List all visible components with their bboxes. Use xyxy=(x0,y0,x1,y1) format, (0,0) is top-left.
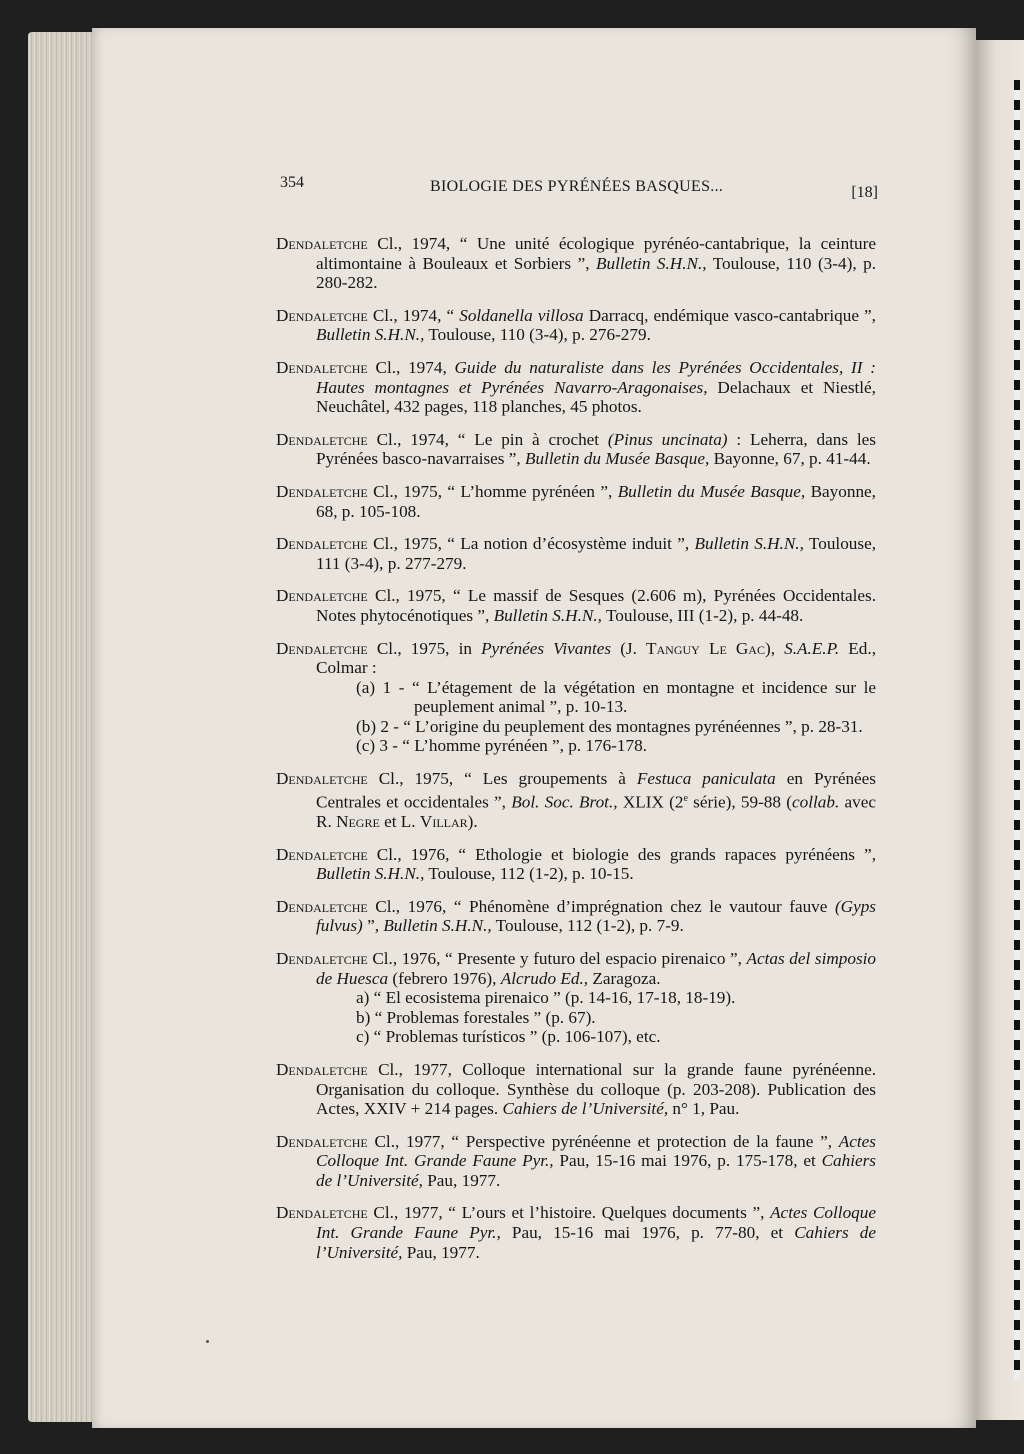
entry-text: Pau, 1977. xyxy=(422,1170,501,1190)
entry-text: en Pyrénées Centrales et occidentales ”, xyxy=(316,769,876,812)
entry-italic: Bulletin S.H.N., xyxy=(383,916,492,936)
author-name: Dendaletche xyxy=(276,481,368,501)
entry-text: n° 1, Pau. xyxy=(668,1099,740,1119)
entry-text: Cl., 1974, “ Une unité écologique pyrénéo-cantabrique, la ceinture altimontaine à Bouleaux et Sorbiers ”, xyxy=(316,234,876,273)
entry-text: Cl., 1974, xyxy=(367,357,455,377)
author-name: Dendaletche xyxy=(276,896,368,916)
author-name: Dendaletche xyxy=(276,769,368,789)
author-name: Dendaletche xyxy=(276,948,368,968)
entry-text: Toulouse, 111 (3-4), p. 277-279. xyxy=(316,534,876,573)
bibliography xyxy=(276,234,876,1275)
bib-entry xyxy=(276,482,876,521)
author-name: Dendaletche xyxy=(276,638,368,658)
entry-text: Pau, 1977. xyxy=(402,1242,480,1262)
entry-italic: Actes Colloque Int. Grande Faune Pyr., xyxy=(316,1203,876,1243)
entry-italic: Soldanella villosa xyxy=(459,305,584,325)
entry-text: Cl., 1976, “ Presente y futuro del espacio pirenaico ”, xyxy=(367,948,747,968)
entry-italic: Bulletin S.H.N., xyxy=(493,605,602,625)
color-scale-strip xyxy=(1014,80,1020,1380)
sub-entry: (b) 2 - “ L’origine du peuplement des montagnes pyrénéennes ”, p. 28-31. xyxy=(356,716,863,736)
entry-text: Ed., Colmar : xyxy=(316,638,876,678)
entry-text: : Leherra, dans les Pyrénées basco-navarraises ”, xyxy=(316,429,876,469)
sub-entry: b) “ Problemas forestales ” (p. 67). xyxy=(356,1007,596,1027)
bib-entry xyxy=(276,845,876,884)
entry-text: Bayonne, 67, p. 41-44. xyxy=(709,449,871,469)
bib-entry xyxy=(276,234,876,293)
sub-entry: c) “ Problemas turísticos ” (p. 106-107), etc. xyxy=(356,1027,661,1047)
entry-italic: Bulletin du Musée Basque, xyxy=(617,481,806,501)
entry-text: Toulouse, 110 (3-4), p. 280-282. xyxy=(316,253,876,293)
entry-italic: Guide du naturaliste dans les Pyrénées Occidentales, II : Hautes montagnes et Pyrénées Navarro-Aragonaises, xyxy=(316,357,876,397)
entry-italic: Bol. Soc. Brot., xyxy=(511,792,618,812)
page-number: 354 xyxy=(280,174,304,191)
bib-entry xyxy=(276,430,876,469)
sub-entry: (c) 3 - “ L’homme pyrénéen ”, p. 176-178. xyxy=(356,736,647,756)
author-name: Dendaletche xyxy=(276,1203,368,1223)
author-name: Dendaletche xyxy=(276,1059,368,1079)
entry-italic: Alcrudo Ed., xyxy=(500,968,589,988)
entry-text: Toulouse, 112 (1-2), p. 10-15. xyxy=(424,864,634,884)
author-name: Dendaletche xyxy=(276,429,368,449)
paper-speck xyxy=(206,1340,209,1343)
author-name: Dendaletche xyxy=(276,1131,368,1151)
entry-italic: (Pinus uncinata) xyxy=(607,429,728,449)
entry-text: Cl., 1975, in xyxy=(367,638,482,658)
entry-text: Darracq, endémique vasco-cantabrique ”, xyxy=(583,305,876,325)
author-name: Dendaletche xyxy=(276,357,368,377)
entry-text: Toulouse, 112 (1-2), p. 7-9. xyxy=(491,916,684,936)
entry-text: Cl., 1976, “ Ethologie et biologie des grands rapaces pyrénéens ”, xyxy=(367,844,876,864)
entry-text: Pau, 15-16 mai 1976, p. 175-178, et xyxy=(553,1151,822,1171)
entry-italic: Bulletin S.H.N., xyxy=(596,253,707,273)
author-name: Dendaletche xyxy=(276,844,368,864)
entry-text: Toulouse, 110 (3-4), p. 276-279. xyxy=(424,325,651,345)
bib-entry xyxy=(276,1132,876,1191)
bib-entry xyxy=(276,769,876,832)
bib-entry xyxy=(276,534,876,573)
superscript: e xyxy=(683,792,688,804)
entry-text: (febrero 1976), xyxy=(388,968,501,988)
entry-text: Cl., 1975, “ La notion d’écosystème induit ”, xyxy=(367,534,695,554)
editor-name: Tanguy Le Gac xyxy=(646,638,765,658)
bib-entry xyxy=(276,639,876,757)
author-name: Dendaletche xyxy=(276,586,368,606)
entry-text: avec R. xyxy=(316,792,876,831)
entry-text: Delachaux et Niestlé, Neuchâtel, 432 pages, 118 planches, 45 photos. xyxy=(316,377,876,417)
entry-italic: Cahiers de l’Université, xyxy=(316,1223,877,1262)
sub-entry: a) “ El ecosistema pirenaico ” (p. 14-16, 17-18, 18-19). xyxy=(356,988,736,1008)
entry-text: Cl., 1975, “ Les groupements à xyxy=(367,769,637,789)
entry-italic: Cahiers de l’Université, xyxy=(502,1099,669,1119)
entry-text: Cl., 1975, “ L’homme pyrénéen ”, xyxy=(367,481,618,501)
bib-entry xyxy=(276,586,876,625)
entry-text: Pau, 15-16 mai 1976, p. 77-80, et xyxy=(500,1223,795,1243)
entry-text: ”, xyxy=(362,916,384,936)
author-name: Dendaletche xyxy=(276,305,368,325)
author-name: Dendaletche xyxy=(276,534,368,554)
entry-text: Cl., 1974, “ Le pin à crochet xyxy=(367,429,608,449)
entry-text: ). xyxy=(467,811,478,831)
page-header xyxy=(276,172,882,202)
bib-entry xyxy=(276,1060,876,1119)
section-number: [18] xyxy=(851,184,878,201)
entry-italic: Actes Colloque Int. Grande Faune Pyr., xyxy=(316,1131,876,1171)
bib-entry xyxy=(276,306,876,345)
entry-text: Cl., 1976, “ Phénomène d’imprégnation chez le vautour fauve xyxy=(367,896,835,916)
coauthor-name: Villar xyxy=(419,811,468,831)
bib-entry xyxy=(276,1203,876,1262)
entry-italic: collab. xyxy=(791,792,840,812)
entry-italic: Bulletin du Musée Basque, xyxy=(525,449,710,469)
running-title: BIOLOGIE DES PYRÉNÉES BASQUES... xyxy=(430,178,724,195)
entry-text: Cl., 1977, “ L’ours et l’histoire. Quelques documents ”, xyxy=(367,1203,771,1223)
entry-text: Cl., 1975, “ Le massif de Sesques (2.606 m), Pyrénées Occidentales. Notes phytocénotiques ”, xyxy=(316,586,876,625)
entry-text: série), 59-88 ( xyxy=(687,792,792,812)
entry-italic: Bulletin S.H.N., xyxy=(316,864,425,884)
entry-italic: Bulletin S.H.N., xyxy=(316,325,425,345)
entry-italic: Cahiers de l’Université, xyxy=(316,1151,876,1190)
entry-italic: S.A.E.P. xyxy=(784,638,840,658)
entry-text: XLIX (2 xyxy=(617,792,684,812)
entry-text: Zaragoza. xyxy=(588,968,661,988)
entry-text: Cl., 1977, “ Perspective pyrénéenne et protection de la faune ”, xyxy=(367,1131,839,1151)
entry-italic: (Gyps fulvus) xyxy=(316,896,876,936)
entry-text: Toulouse, III (1-2), p. 44-48. xyxy=(601,605,804,625)
entry-italic: Bulletin S.H.N., xyxy=(694,534,804,554)
sub-entry: (a) 1 - “ L’étagement de la végétation en montagne et incidence sur le peuplement animal ”, p. 10-13. xyxy=(356,677,876,717)
bib-entry xyxy=(276,949,876,1047)
entry-text: Cl., 1974, “ xyxy=(367,305,460,325)
entry-text: ), xyxy=(764,638,785,658)
entry-text: (J. xyxy=(611,638,647,658)
entry-italic: Actas del simposio de Huesca xyxy=(316,948,877,988)
author-name: Dendaletche xyxy=(276,234,368,253)
bib-entry xyxy=(276,897,876,936)
entry-text: Bayonne, 68, p. 105-108. xyxy=(316,481,876,521)
coauthor-name: Negre xyxy=(336,811,380,831)
entry-text: Cl., 1977, Colloque international sur la grande faune pyrénéenne. Organisation du colloque. Synthèse du colloque (p. 203-208). Publication des Actes, XXIV + 214 pages. xyxy=(316,1059,876,1119)
bib-entry xyxy=(276,358,876,417)
entry-italic: Pyrénées Vivantes xyxy=(481,638,612,658)
entry-text: et L. xyxy=(379,811,420,831)
entry-italic: Festuca paniculata xyxy=(636,769,776,789)
